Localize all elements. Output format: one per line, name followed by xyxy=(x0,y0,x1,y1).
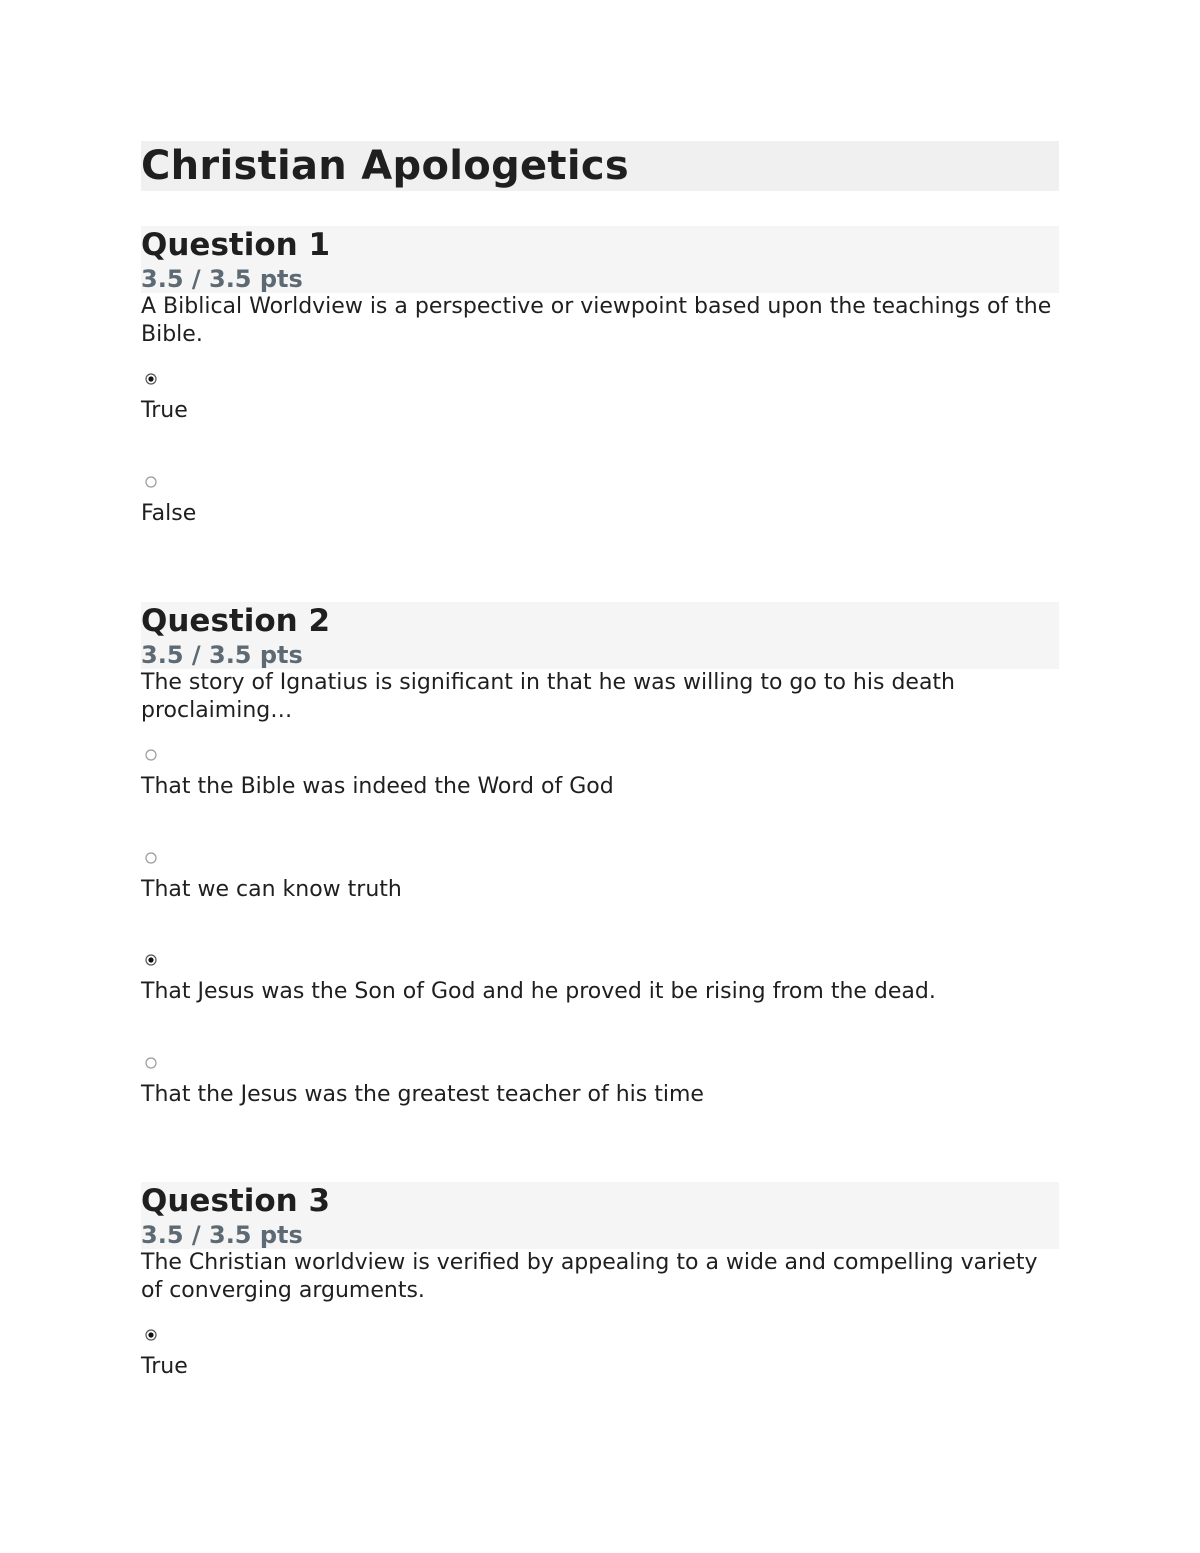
question-text: The Christian worldview is verified by appealing to a wide and compelling variety of converging arguments. xyxy=(141,1250,1038,1303)
answer-label: True xyxy=(141,1354,188,1379)
question-3 xyxy=(141,1182,1059,1379)
question-header xyxy=(141,1182,1059,1249)
radio-selected-dot xyxy=(148,957,153,962)
radio-button[interactable] xyxy=(145,476,157,488)
question-1 xyxy=(141,226,1059,526)
radio-button[interactable] xyxy=(145,1329,157,1341)
page-title: Christian Apologetics xyxy=(141,141,1059,191)
radio-button[interactable] xyxy=(145,852,157,864)
radio-selected-dot xyxy=(148,1332,153,1337)
question-points: 3.5 / 3.5 pts xyxy=(141,641,303,669)
answer-label: That the Bible was indeed the Word of God xyxy=(141,774,614,799)
radio-button[interactable] xyxy=(145,1057,157,1069)
radio-button[interactable] xyxy=(145,954,157,966)
radio-button[interactable] xyxy=(145,373,157,385)
question-points: 3.5 / 3.5 pts xyxy=(141,265,303,293)
radio-selected-dot xyxy=(148,376,153,381)
answer-label: That the Jesus was the greatest teacher of his time xyxy=(141,1082,704,1107)
question-header xyxy=(141,226,1059,293)
question-text: A Biblical Worldview is a perspective or viewpoint based upon the teachings of the Bible. xyxy=(141,294,1052,347)
quiz-page xyxy=(141,141,1059,1379)
question-header xyxy=(141,602,1059,669)
question-title: Question 2 xyxy=(141,603,331,639)
question-title: Question 1 xyxy=(141,227,331,263)
answer-label: False xyxy=(141,501,197,526)
question-title: Question 3 xyxy=(141,1183,331,1219)
answer-label: That we can know truth xyxy=(141,877,402,902)
question-2 xyxy=(141,602,1059,1107)
radio-button[interactable] xyxy=(145,749,157,761)
answer-label: True xyxy=(141,398,188,423)
answer-label: That Jesus was the Son of God and he proved it be rising from the dead. xyxy=(141,979,936,1004)
question-points: 3.5 / 3.5 pts xyxy=(141,1221,303,1249)
question-text: The story of Ignatius is significant in that he was willing to go to his death proclaiming… xyxy=(141,670,955,723)
